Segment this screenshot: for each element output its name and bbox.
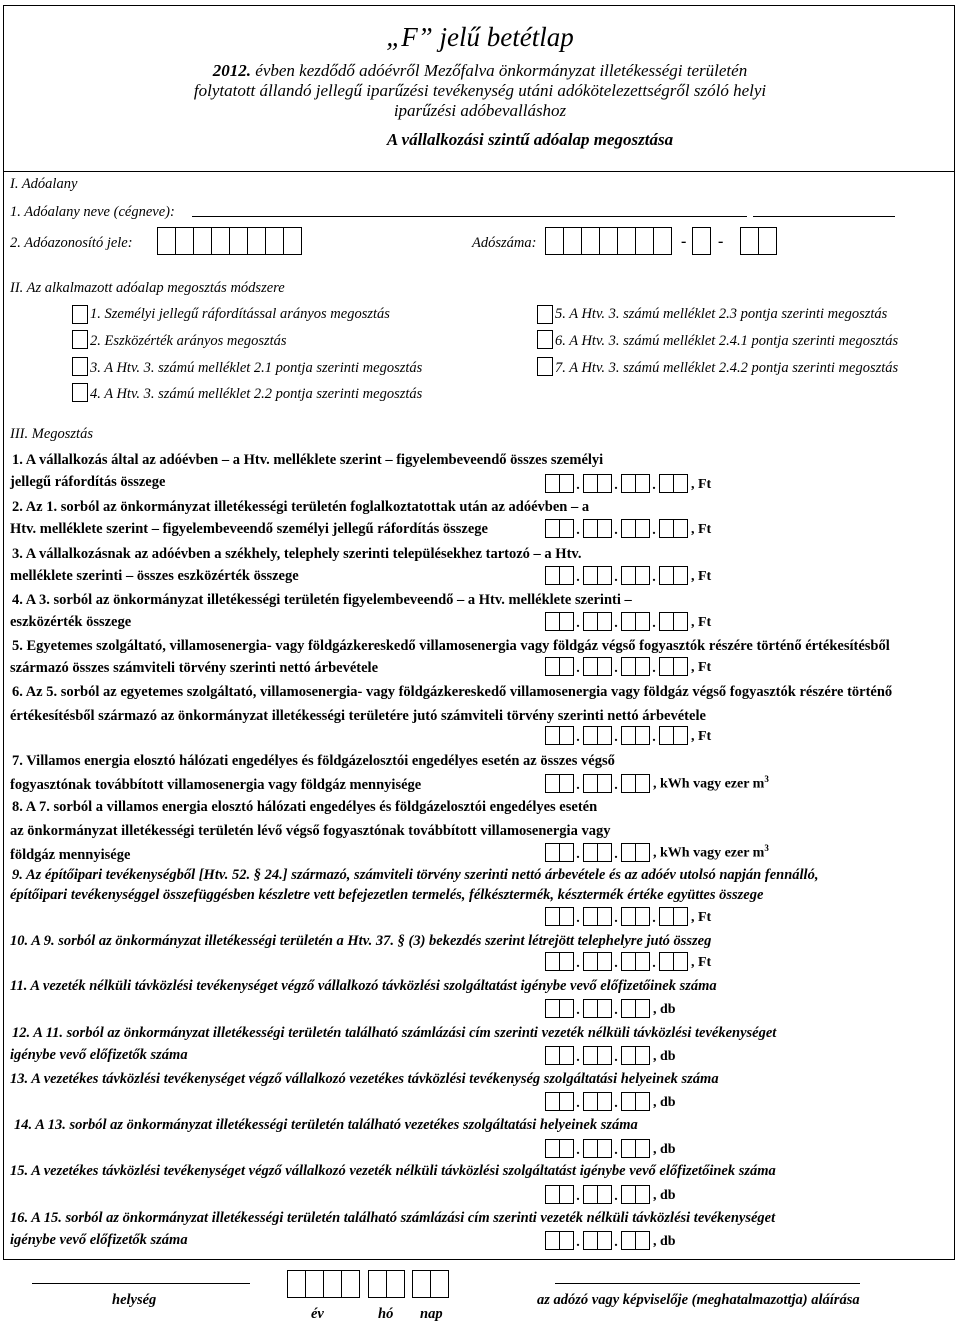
digit-box[interactable] xyxy=(659,657,674,676)
option-5-checkbox[interactable] xyxy=(537,305,553,324)
digit-box[interactable] xyxy=(545,657,560,676)
unit-text: , db xyxy=(653,1002,676,1017)
digit-box[interactable] xyxy=(583,999,598,1018)
option-3-label: 3. A Htv. 3. számú melléklet 2.1 pontja szerinti megosztás xyxy=(90,360,423,376)
unit-text: , Ft xyxy=(691,615,712,630)
digit-box[interactable] xyxy=(621,612,636,631)
option-1-label: 1. Személyi jellegű ráfordítással arányos megosztás xyxy=(90,306,390,322)
thousands-separator: . xyxy=(614,570,618,585)
item-5-text-line-1: 5. Egyetemes szolgáltató, villamosenergia- vagy földgázkereskedő villamosenergia vagy földgáz végső fogyasztók részére történő értékesítésből xyxy=(12,638,890,654)
item-12-unit xyxy=(653,1049,676,1065)
option-7-label: 7. A Htv. 3. számú melléklet 2.4.2 pontja szerinti megosztás xyxy=(555,360,899,376)
thousands-separator: . xyxy=(652,911,656,926)
tax-number-boxes-3[interactable] xyxy=(740,227,776,255)
digit-box[interactable] xyxy=(545,774,560,793)
item-14-text-line-1: 14. A 13. sorból az önkormányzat illetékességi területén található vezetékes szolgáltatási helyeinek száma xyxy=(14,1117,638,1133)
digit-box[interactable] xyxy=(635,1092,650,1111)
year-boxes[interactable] xyxy=(287,1270,359,1298)
digit-box[interactable] xyxy=(621,657,636,676)
thousands-separator: . xyxy=(576,570,580,585)
item-4-amount-boxes[interactable] xyxy=(545,611,711,631)
digit-box[interactable] xyxy=(597,726,612,745)
thousands-separator: . xyxy=(614,1050,618,1065)
digit-box[interactable] xyxy=(559,657,574,676)
digit-box[interactable] xyxy=(597,1139,612,1158)
digit-box[interactable] xyxy=(673,612,688,631)
thousands-separator: . xyxy=(614,1189,618,1204)
unit-text: , Ft xyxy=(691,522,712,537)
item-16-unit xyxy=(653,1234,676,1250)
item-8-text-line-3: földgáz mennyisége xyxy=(10,847,131,863)
tax-number-boxes-2[interactable] xyxy=(692,227,710,255)
thousands-separator: . xyxy=(614,847,618,862)
digit-box[interactable] xyxy=(545,1231,560,1250)
item-2-unit xyxy=(691,522,711,538)
digit-box[interactable] xyxy=(597,1046,612,1065)
digit-box[interactable] xyxy=(621,1139,636,1158)
thousands-separator: . xyxy=(576,911,580,926)
option-2-checkbox[interactable] xyxy=(72,330,88,349)
day-boxes[interactable] xyxy=(412,1270,448,1298)
section-3-heading: III. Megosztás xyxy=(10,426,93,442)
item-12-text-line-2: igénybe vevő előfizetők száma xyxy=(10,1047,188,1063)
digit-box[interactable] xyxy=(597,1231,612,1250)
digit-box[interactable] xyxy=(635,907,650,926)
thousands-separator: . xyxy=(614,1235,618,1250)
digit-box[interactable] xyxy=(635,952,650,971)
place-field[interactable] xyxy=(32,1283,250,1284)
digit-box[interactable] xyxy=(635,657,650,676)
digit-box[interactable] xyxy=(597,566,612,585)
digit-box[interactable] xyxy=(583,657,598,676)
thousands-separator: . xyxy=(576,1050,580,1065)
tax-number-dash-1: - xyxy=(681,233,687,250)
option-2-label: 2. Eszközérték arányos megosztás xyxy=(90,333,287,349)
digit-box[interactable] xyxy=(673,474,688,493)
item-12-text-line-1: 12. A 11. sorból az önkormányzat illetékességi területén található számlázási cím szerinti vezeték nélküli távközlési tevékenységet xyxy=(12,1025,777,1041)
digit-box[interactable] xyxy=(621,519,636,538)
item-8-unit xyxy=(653,840,769,862)
thousands-separator: . xyxy=(652,570,656,585)
item-1-text-line-2: jellegű ráfordítás összege xyxy=(10,474,166,490)
thousands-separator: . xyxy=(576,778,580,793)
option-6-label: 6. A Htv. 3. számú melléklet 2.4.1 pontja szerinti megosztás xyxy=(555,333,899,349)
digit-box[interactable] xyxy=(559,1185,574,1204)
thousands-separator: . xyxy=(576,478,580,493)
digit-box[interactable] xyxy=(673,907,688,926)
digit-box[interactable] xyxy=(583,843,598,862)
digit-box[interactable] xyxy=(583,1139,598,1158)
digit-box[interactable] xyxy=(621,566,636,585)
unit-text: , Ft xyxy=(691,910,712,925)
item-9-text-line-1: 9. Az építőipari tevékenységből [Htv. 52. § 24.] származó, számviteli törvény szerinti nettó árbevétele és az adóév utolsó napján fennálló, xyxy=(12,867,819,883)
item-8-text-line-1: 8. A 7. sorból a villamos energia elosztó hálózati engedélyes és földgázelosztói engedélyes esetén xyxy=(12,799,598,815)
taxpayer-name-field-2[interactable] xyxy=(753,216,895,217)
tax-number-label: Adószáma: xyxy=(472,235,537,251)
item-1-amount-boxes[interactable] xyxy=(545,473,711,493)
thousands-separator: . xyxy=(614,1143,618,1158)
digit-box[interactable] xyxy=(635,519,650,538)
digit-box[interactable] xyxy=(583,1231,598,1250)
item-16-amount-boxes[interactable] xyxy=(545,1230,676,1250)
thousands-separator: . xyxy=(652,478,656,493)
thousands-separator: . xyxy=(614,730,618,745)
header-line-3: iparűzési adóbevalláshoz xyxy=(393,101,567,120)
tax-number-boxes[interactable] xyxy=(545,227,671,255)
item-14-amount-boxes[interactable] xyxy=(545,1138,676,1158)
thousands-separator: . xyxy=(652,523,656,538)
unit-superscript: 3 xyxy=(764,774,769,785)
thousands-separator: . xyxy=(576,1235,580,1250)
item-7-unit xyxy=(653,771,769,793)
digit-box[interactable] xyxy=(635,612,650,631)
option-4-label: 4. A Htv. 3. számú melléklet 2.2 pontja szerinti megosztás xyxy=(90,386,423,402)
header-line-1: 2012. évben kezdődő adóévről Mezőfalva önkormányzat illetékességi területén xyxy=(212,61,748,80)
digit-box[interactable] xyxy=(545,1046,560,1065)
digit-box[interactable] xyxy=(583,566,598,585)
item-7-amount-boxes[interactable] xyxy=(545,773,769,793)
tax-id-label: 2. Adóazonosító jele: xyxy=(10,235,133,251)
unit-text: , kWh vagy ezer m xyxy=(653,846,765,861)
digit-box[interactable] xyxy=(583,774,598,793)
option-5-label: 5. A Htv. 3. számú melléklet 2.3 pontja szerinti megosztás xyxy=(555,306,888,322)
digit-box[interactable] xyxy=(621,952,636,971)
unit-text: , db xyxy=(653,1049,676,1064)
digit-box[interactable] xyxy=(597,657,612,676)
item-4-text-line-1: 4. A 3. sorból az önkormányzat illetékességi területén figyelembeveendő – a Htv. melléklete szerinti – xyxy=(12,592,632,608)
item-5-amount-boxes[interactable] xyxy=(545,656,711,676)
digit-box[interactable] xyxy=(635,999,650,1018)
digit-box[interactable] xyxy=(559,566,574,585)
item-9-unit xyxy=(691,910,711,926)
option-4-checkbox[interactable] xyxy=(72,383,88,402)
thousands-separator: . xyxy=(576,730,580,745)
digit-box[interactable] xyxy=(659,519,674,538)
digit-box[interactable] xyxy=(621,843,636,862)
option-1-checkbox[interactable] xyxy=(72,305,88,324)
digit-box[interactable] xyxy=(621,1185,636,1204)
item-1-unit xyxy=(691,477,711,493)
thousands-separator: . xyxy=(576,847,580,862)
signature-label: az adózó vagy képviselője (meghatalmazottja) aláírása xyxy=(537,1292,860,1308)
item-5-text-line-2: származó összes számviteli törvény szerinti nettó árbevétele xyxy=(10,660,379,676)
item-8-text-line-2: az önkormányzat illetékességi területén lévő végső fogyasztónak továbbított villamosenergia vagy xyxy=(10,823,611,839)
digit-box[interactable] xyxy=(635,726,650,745)
unit-text: , Ft xyxy=(691,660,712,675)
thousands-separator: . xyxy=(614,523,618,538)
digit-box[interactable] xyxy=(597,474,612,493)
digit-box[interactable] xyxy=(545,726,560,745)
digit-box[interactable] xyxy=(597,519,612,538)
digit-box[interactable] xyxy=(559,1092,574,1111)
digit-box[interactable] xyxy=(659,952,674,971)
digit-box[interactable] xyxy=(659,612,674,631)
taxpayer-name-label: 1. Adóalany neve (cégneve): xyxy=(10,204,175,220)
digit-box[interactable] xyxy=(635,774,650,793)
digit-box[interactable] xyxy=(559,612,574,631)
thousands-separator: . xyxy=(652,661,656,676)
digit-box[interactable] xyxy=(583,474,598,493)
thousands-separator: . xyxy=(614,778,618,793)
month-boxes[interactable] xyxy=(368,1270,404,1298)
digit-box[interactable] xyxy=(635,843,650,862)
unit-text: , Ft xyxy=(691,477,712,492)
item-7-text-line-2: fogyasztónak továbbított villamosenergia vagy földgáz mennyisége xyxy=(10,777,422,793)
year-label: év xyxy=(311,1306,324,1322)
digit-box[interactable] xyxy=(545,612,560,631)
digit-box[interactable] xyxy=(659,474,674,493)
item-2-text-line-1: 2. Az 1. sorból az önkormányzat illetékességi területén foglalkoztatottak után az adóévben – a xyxy=(12,499,590,515)
item-16-text-line-2: igénybe vevő előfizetők száma xyxy=(10,1232,188,1248)
digit-box[interactable] xyxy=(559,1231,574,1250)
item-11-amount-boxes[interactable] xyxy=(545,998,676,1018)
digit-box[interactable] xyxy=(673,952,688,971)
thousands-separator: . xyxy=(576,616,580,631)
option-6-checkbox[interactable] xyxy=(537,330,553,349)
item-13-text-line-1: 13. A vezetékes távközlési tevékenységet végző vállalkozó vezetékes távközlési tevékenység szolgáltatási helyeinek száma xyxy=(10,1071,719,1087)
tax-number-dash-2: - xyxy=(718,233,724,250)
digit-box[interactable] xyxy=(583,1185,598,1204)
digit-box[interactable] xyxy=(583,1092,598,1111)
unit-text: , db xyxy=(653,1188,676,1203)
item-11-text-line-1: 11. A vezeték nélküli távközlési tevékenységet végző vállalkozó távközlési szolgáltatást igénybe vevő előfizetőinek száma xyxy=(10,978,717,994)
thousands-separator: . xyxy=(576,1003,580,1018)
digit-box[interactable] xyxy=(673,566,688,585)
digit-box[interactable] xyxy=(673,726,688,745)
section-2-heading: II. Az alkalmazott adóalap megosztás módszere xyxy=(10,280,285,296)
signature-field[interactable] xyxy=(555,1283,860,1284)
digit-box[interactable] xyxy=(597,843,612,862)
item-6-amount-boxes[interactable] xyxy=(545,725,711,745)
digit-box[interactable] xyxy=(597,1092,612,1111)
thousands-separator: . xyxy=(576,1189,580,1204)
digit-box[interactable] xyxy=(559,843,574,862)
digit-box[interactable] xyxy=(635,1046,650,1065)
digit-box[interactable] xyxy=(545,843,560,862)
unit-text: , kWh vagy ezer m xyxy=(653,777,765,792)
digit-box[interactable] xyxy=(673,657,688,676)
digit-box[interactable] xyxy=(583,907,598,926)
digit-box[interactable] xyxy=(635,1231,650,1250)
item-8-amount-boxes[interactable] xyxy=(545,842,769,862)
thousands-separator: . xyxy=(576,523,580,538)
item-1-text-line-1: 1. A vállalkozás által az adóévben – a Htv. melléklete szerint – figyelembeveendő összes személyi xyxy=(12,452,604,468)
item-9-text-line-2: építőipari tevékenységgel összefüggésben készletre vett befejezetlen termelés, félkésztermék, késztermék értéke együttes összege xyxy=(10,887,764,903)
digit-box[interactable] xyxy=(635,1185,650,1204)
unit-superscript: 3 xyxy=(764,843,769,854)
item-3-unit xyxy=(691,569,711,585)
item-5-unit xyxy=(691,660,711,676)
thousands-separator: . xyxy=(614,956,618,971)
digit-box[interactable] xyxy=(635,474,650,493)
item-9-amount-boxes[interactable] xyxy=(545,906,711,926)
digit-box[interactable] xyxy=(583,612,598,631)
unit-text: , Ft xyxy=(691,569,712,584)
item-13-amount-boxes[interactable] xyxy=(545,1091,676,1111)
thousands-separator: . xyxy=(652,616,656,631)
thousands-separator: . xyxy=(614,911,618,926)
item-14-unit xyxy=(653,1142,676,1158)
month-label: hó xyxy=(378,1306,394,1322)
header-subtitle: A vállalkozási szintű adóalap megosztása xyxy=(386,130,674,149)
digit-box[interactable] xyxy=(545,907,560,926)
digit-box[interactable] xyxy=(559,1046,574,1065)
digit-box[interactable] xyxy=(559,952,574,971)
section-1-heading: I. Adóalany xyxy=(10,176,78,192)
option-3-checkbox[interactable] xyxy=(72,357,88,376)
digit-box[interactable] xyxy=(545,1092,560,1111)
digit-box[interactable] xyxy=(559,519,574,538)
item-10-unit xyxy=(691,955,711,971)
thousands-separator: . xyxy=(614,1003,618,1018)
digit-box[interactable] xyxy=(545,474,560,493)
item-13-unit xyxy=(653,1095,676,1111)
digit-box[interactable] xyxy=(597,907,612,926)
unit-text: , db xyxy=(653,1142,676,1157)
item-15-amount-boxes[interactable] xyxy=(545,1184,676,1204)
digit-box[interactable] xyxy=(597,999,612,1018)
digit-box[interactable] xyxy=(545,952,560,971)
day-label: nap xyxy=(420,1306,443,1322)
digit-box[interactable] xyxy=(621,999,636,1018)
thousands-separator: . xyxy=(614,478,618,493)
item-7-text-line-1: 7. Villamos energia elosztó hálózati engedélyes és földgázelosztói engedélyes esetén az összes végső xyxy=(12,753,615,769)
digit-box[interactable] xyxy=(673,519,688,538)
thousands-separator: . xyxy=(652,730,656,745)
digit-box[interactable] xyxy=(621,774,636,793)
digit-box[interactable] xyxy=(597,1185,612,1204)
option-7-checkbox[interactable] xyxy=(537,357,553,376)
digit-box[interactable] xyxy=(583,519,598,538)
thousands-separator: . xyxy=(576,956,580,971)
digit-box[interactable] xyxy=(621,1092,636,1111)
taxpayer-name-field[interactable] xyxy=(192,216,747,217)
digit-box[interactable] xyxy=(559,1139,574,1158)
place-label: helység xyxy=(112,1292,157,1308)
digit-box[interactable] xyxy=(545,519,560,538)
item-10-amount-boxes[interactable] xyxy=(545,951,711,971)
digit-box[interactable] xyxy=(635,1139,650,1158)
form-title: „F” jelű betétlap xyxy=(386,22,574,52)
thousands-separator: . xyxy=(652,956,656,971)
digit-box[interactable] xyxy=(621,726,636,745)
thousands-separator: . xyxy=(576,1096,580,1111)
unit-text: , db xyxy=(653,1095,676,1110)
digit-box[interactable] xyxy=(545,999,560,1018)
digit-box[interactable] xyxy=(559,774,574,793)
item-6-text-line-1: 6. Az 5. sorból az egyetemes szolgáltató, villamosenergia- vagy földgázkereskedő villamosenergia vagy földgáz végső fogyasztók részére történő xyxy=(12,684,893,700)
item-3-text-line-1: 3. A vállalkozásnak az adóévben a székhely, telephely szerinti településekhez tartozó – a Htv. xyxy=(12,546,582,562)
digit-box[interactable] xyxy=(621,474,636,493)
digit-box[interactable] xyxy=(597,612,612,631)
item-15-text-line-1: 15. A vezetékes távközlési tevékenységet végző vállalkozó vezeték nélküli távközlési szolgáltatást igénybe vevő előfizetőinek száma xyxy=(10,1163,776,1179)
item-15-unit xyxy=(653,1188,676,1204)
digit-box[interactable] xyxy=(659,907,674,926)
thousands-separator: . xyxy=(576,1143,580,1158)
item-3-amount-boxes[interactable] xyxy=(545,565,711,585)
digit-box[interactable] xyxy=(597,952,612,971)
item-10-text-line-1: 10. A 9. sorból az önkormányzat illetékességi területén a Htv. 37. § (3) bekezdés szerint létrejött telephelyre jutó összeg xyxy=(10,933,712,949)
digit-box[interactable] xyxy=(583,1046,598,1065)
unit-text: , Ft xyxy=(691,955,712,970)
digit-box[interactable] xyxy=(583,726,598,745)
item-4-unit xyxy=(691,615,711,631)
thousands-separator: . xyxy=(614,616,618,631)
digit-box[interactable] xyxy=(545,1139,560,1158)
digit-box[interactable] xyxy=(559,726,574,745)
thousands-separator: . xyxy=(576,661,580,676)
digit-box[interactable] xyxy=(583,952,598,971)
item-2-text-line-2: Htv. melléklete szerint – figyelembeveendő személyi jellegű ráfordítás összege xyxy=(10,521,488,537)
item-3-text-line-2: melléklete szerinti – összes eszközérték összege xyxy=(10,568,299,584)
digit-box[interactable] xyxy=(559,474,574,493)
item-4-text-line-2: eszközérték összege xyxy=(10,614,132,630)
digit-box[interactable] xyxy=(545,1185,560,1204)
digit-box[interactable] xyxy=(559,999,574,1018)
thousands-separator: . xyxy=(614,661,618,676)
item-16-text-line-1: 16. A 15. sorból az önkormányzat illetékességi területén található számlázási cím szerinti vezeték nélküli távközlési tevékenységet xyxy=(10,1210,776,1226)
digit-box[interactable] xyxy=(621,1231,636,1250)
item-6-unit xyxy=(691,729,711,745)
header-line-2: folytatott állandó jellegű iparűzési tevékenység utáni adókötelezettségről szóló helyi xyxy=(193,81,767,100)
digit-box[interactable] xyxy=(621,907,636,926)
item-2-amount-boxes[interactable] xyxy=(545,518,711,538)
unit-text: , db xyxy=(653,1234,676,1249)
digit-box[interactable] xyxy=(659,566,674,585)
digit-box[interactable] xyxy=(597,774,612,793)
digit-box[interactable] xyxy=(545,566,560,585)
digit-box[interactable] xyxy=(635,566,650,585)
digit-box[interactable] xyxy=(621,1046,636,1065)
digit-box[interactable] xyxy=(559,907,574,926)
item-6-text-line-2: értékesítésből származó az önkormányzat illetékességi területére jutó számviteli törvény szerinti nettó árbevétele xyxy=(10,708,706,724)
tax-id-boxes[interactable] xyxy=(157,227,301,255)
digit-box[interactable] xyxy=(659,726,674,745)
thousands-separator: . xyxy=(614,1096,618,1111)
item-11-unit xyxy=(653,1002,676,1018)
item-12-amount-boxes[interactable] xyxy=(545,1045,676,1065)
unit-text: , Ft xyxy=(691,729,712,744)
